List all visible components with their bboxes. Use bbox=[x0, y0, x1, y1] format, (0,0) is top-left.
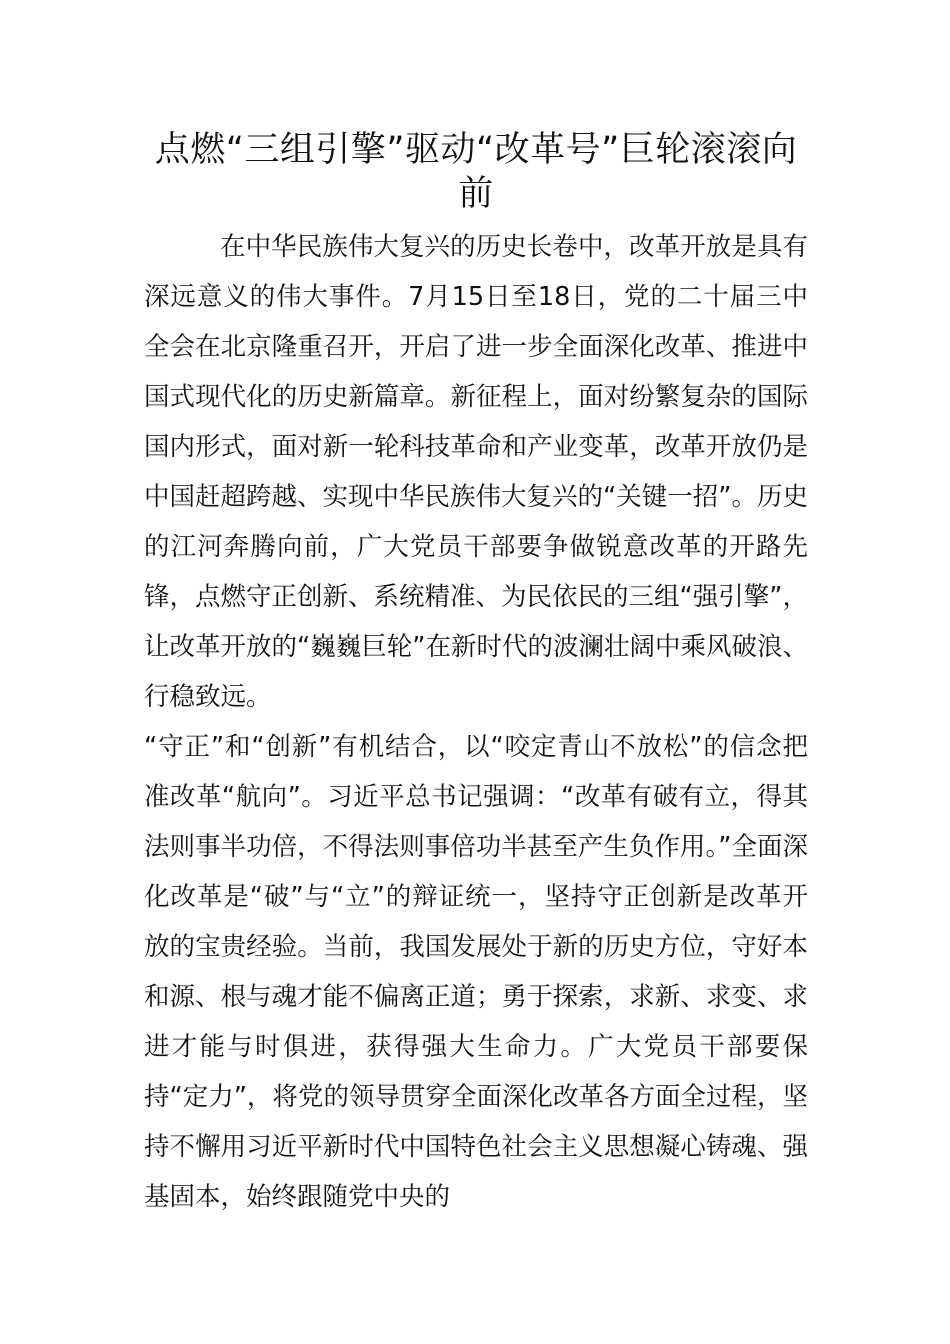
paragraph-intro: 在中华民族伟大复兴的历史长卷中，改革开放是具有深远意义的伟大事件。7月15日至18日，党的二十届三中全会在北京隆重召开，开启了进一步全面深化改革、推进中国式现代化的历史新篇章。新征程上，面对纷繁复杂的国际国内形式，面对新一轮科技革命和产业变革，改革开放仍是中国赶超跨越、实现中华民族伟大复兴的“关键一招”。历史的江河奔腾向前，广大党员干部要争做锐意改革的开路先锋，点燃守正创新、系统精准、为民依民的三组“强引擎”，让改革开放的“巍巍巨轮”在新时代的波澜壮阔中乘风破浪、行稳致远。 bbox=[144, 232, 808, 712]
document-page bbox=[144, 128, 808, 1222]
paragraph-shouzheng-chuangxin: “守正”和“创新”有机结合，以“咬定青山不放松”的信念把准改革“航向”。习近平总书记强调：“改革有破有立，得其法则事半功倍，不得法则事倍功半甚至产生负作用。”全面深化改革是“破”与“立”的辩证统一，坚持守正创新是改革开放的宝贵经验。当前，我国发展处于新的历史方位，守好本和源、根与魂才能不偏离正道；勇于探索，求新、求变、求进才能与时俱进，获得强大生命力。广大党员干部要保持“定力”，将党的领导贯穿全面深化改革各方面全过程，坚持不懈用习近平新时代中国特色社会主义思想凝心铸魂、强基固本，始终跟随党中央的 bbox=[144, 732, 808, 1212]
document-title: 点燃“三组引擎”驱动“改革号”巨轮滚滚向前 bbox=[154, 130, 798, 214]
